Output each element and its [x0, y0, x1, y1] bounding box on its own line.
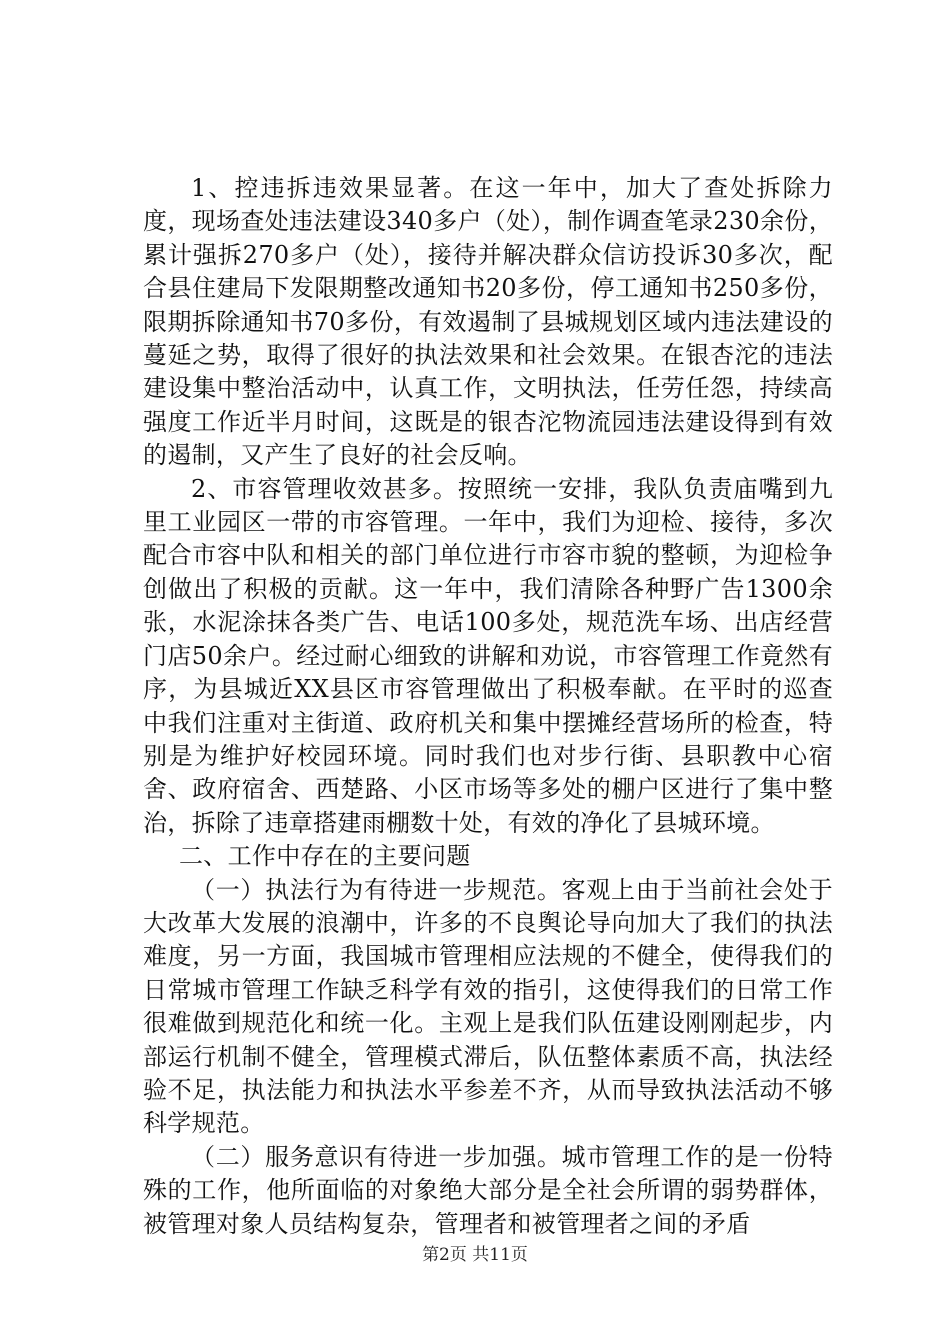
paragraph-city-appearance: 2、市容管理收效甚多。按照统一安排，我队负责庙嘴到九里工业园区一带的市容管理。一年中，我们为迎检、接待，多次配合市容中队和相关的部门单位进行市容市貌的整顿，为迎检争创做出了积极的贡献。这一年中，我们清除各种野广告1300余张，水泥涂抹各类广告、电话100多处，规范洗车场、出店经营门店50余户。经过耐心细致的讲解和劝说，市容管理工作竟然有序，为县城近XX县区市容管理做出了积极奉献。在平时的巡查中我们注重对主街道、政府机关和集中摆摊经营场所的检查，特别是为维护好校园环境。同时我们也对步行街、县职教中心宿舍、政府宿舍、西楚路、小区市场等多处的棚户区进行了集中整治，拆除了违章搭建雨棚数十处，有效的净化了县城环境。	[143, 474, 833, 837]
paragraph-law-enforcement: （一）执法行为有待进一步规范。客观上由于当前社会处于大改革大发展的浪潮中，许多的不良舆论导向加大了我们的执法难度，另一方面，我国城市管理相应法规的不健全，使得我们的日常城市管理工作缺乏科学有效的指引，这使得我们的日常工作很难做到规范化和统一化。主观上是我们队伍建设刚刚起步，内部运行机制不健全，管理模式滞后，队伍整体素质不高，执法经验不足，执法能力和执法水平参差不齐，从而导致执法活动不够科学规范。	[143, 875, 833, 1138]
paragraph-service-awareness: （二）服务意识有待进一步加强。城市管理工作的是一份特殊的工作，他所面临的对象绝大部分是全社会所谓的弱势群体，被管理对象人员结构复杂，管理者和被管理者之间的矛盾	[143, 1142, 833, 1238]
paragraph-illegal-construction: 1、控违拆违效果显著。在这一年中，加大了查处拆除力度，现场查处违法建设340多户（处），制作调查笔录230余份，累计强拆270多户（处），接待并解决群众信访投诉30多次，配合县住建局下发限期整改通知书20多份，停工通知书250多份，限期拆除通知书70多份，有效遏制了县城规划区域内违法建设的蔓延之势，取得了很好的执法效果和社会效果。在银杏沱的违法建设集中整治活动中，认真工作，文明执法，任劳任怨，持续高强度工作近半月时间，这既是的银杏沱物流园违法建设得到有效的遏制，又产生了良好的社会反响。	[143, 174, 833, 470]
page-number-footer: 第2页 共11页	[422, 1245, 528, 1265]
document-body	[143, 172, 833, 1241]
section-heading-problems: 二、工作中存在的主要问题	[179, 842, 471, 871]
